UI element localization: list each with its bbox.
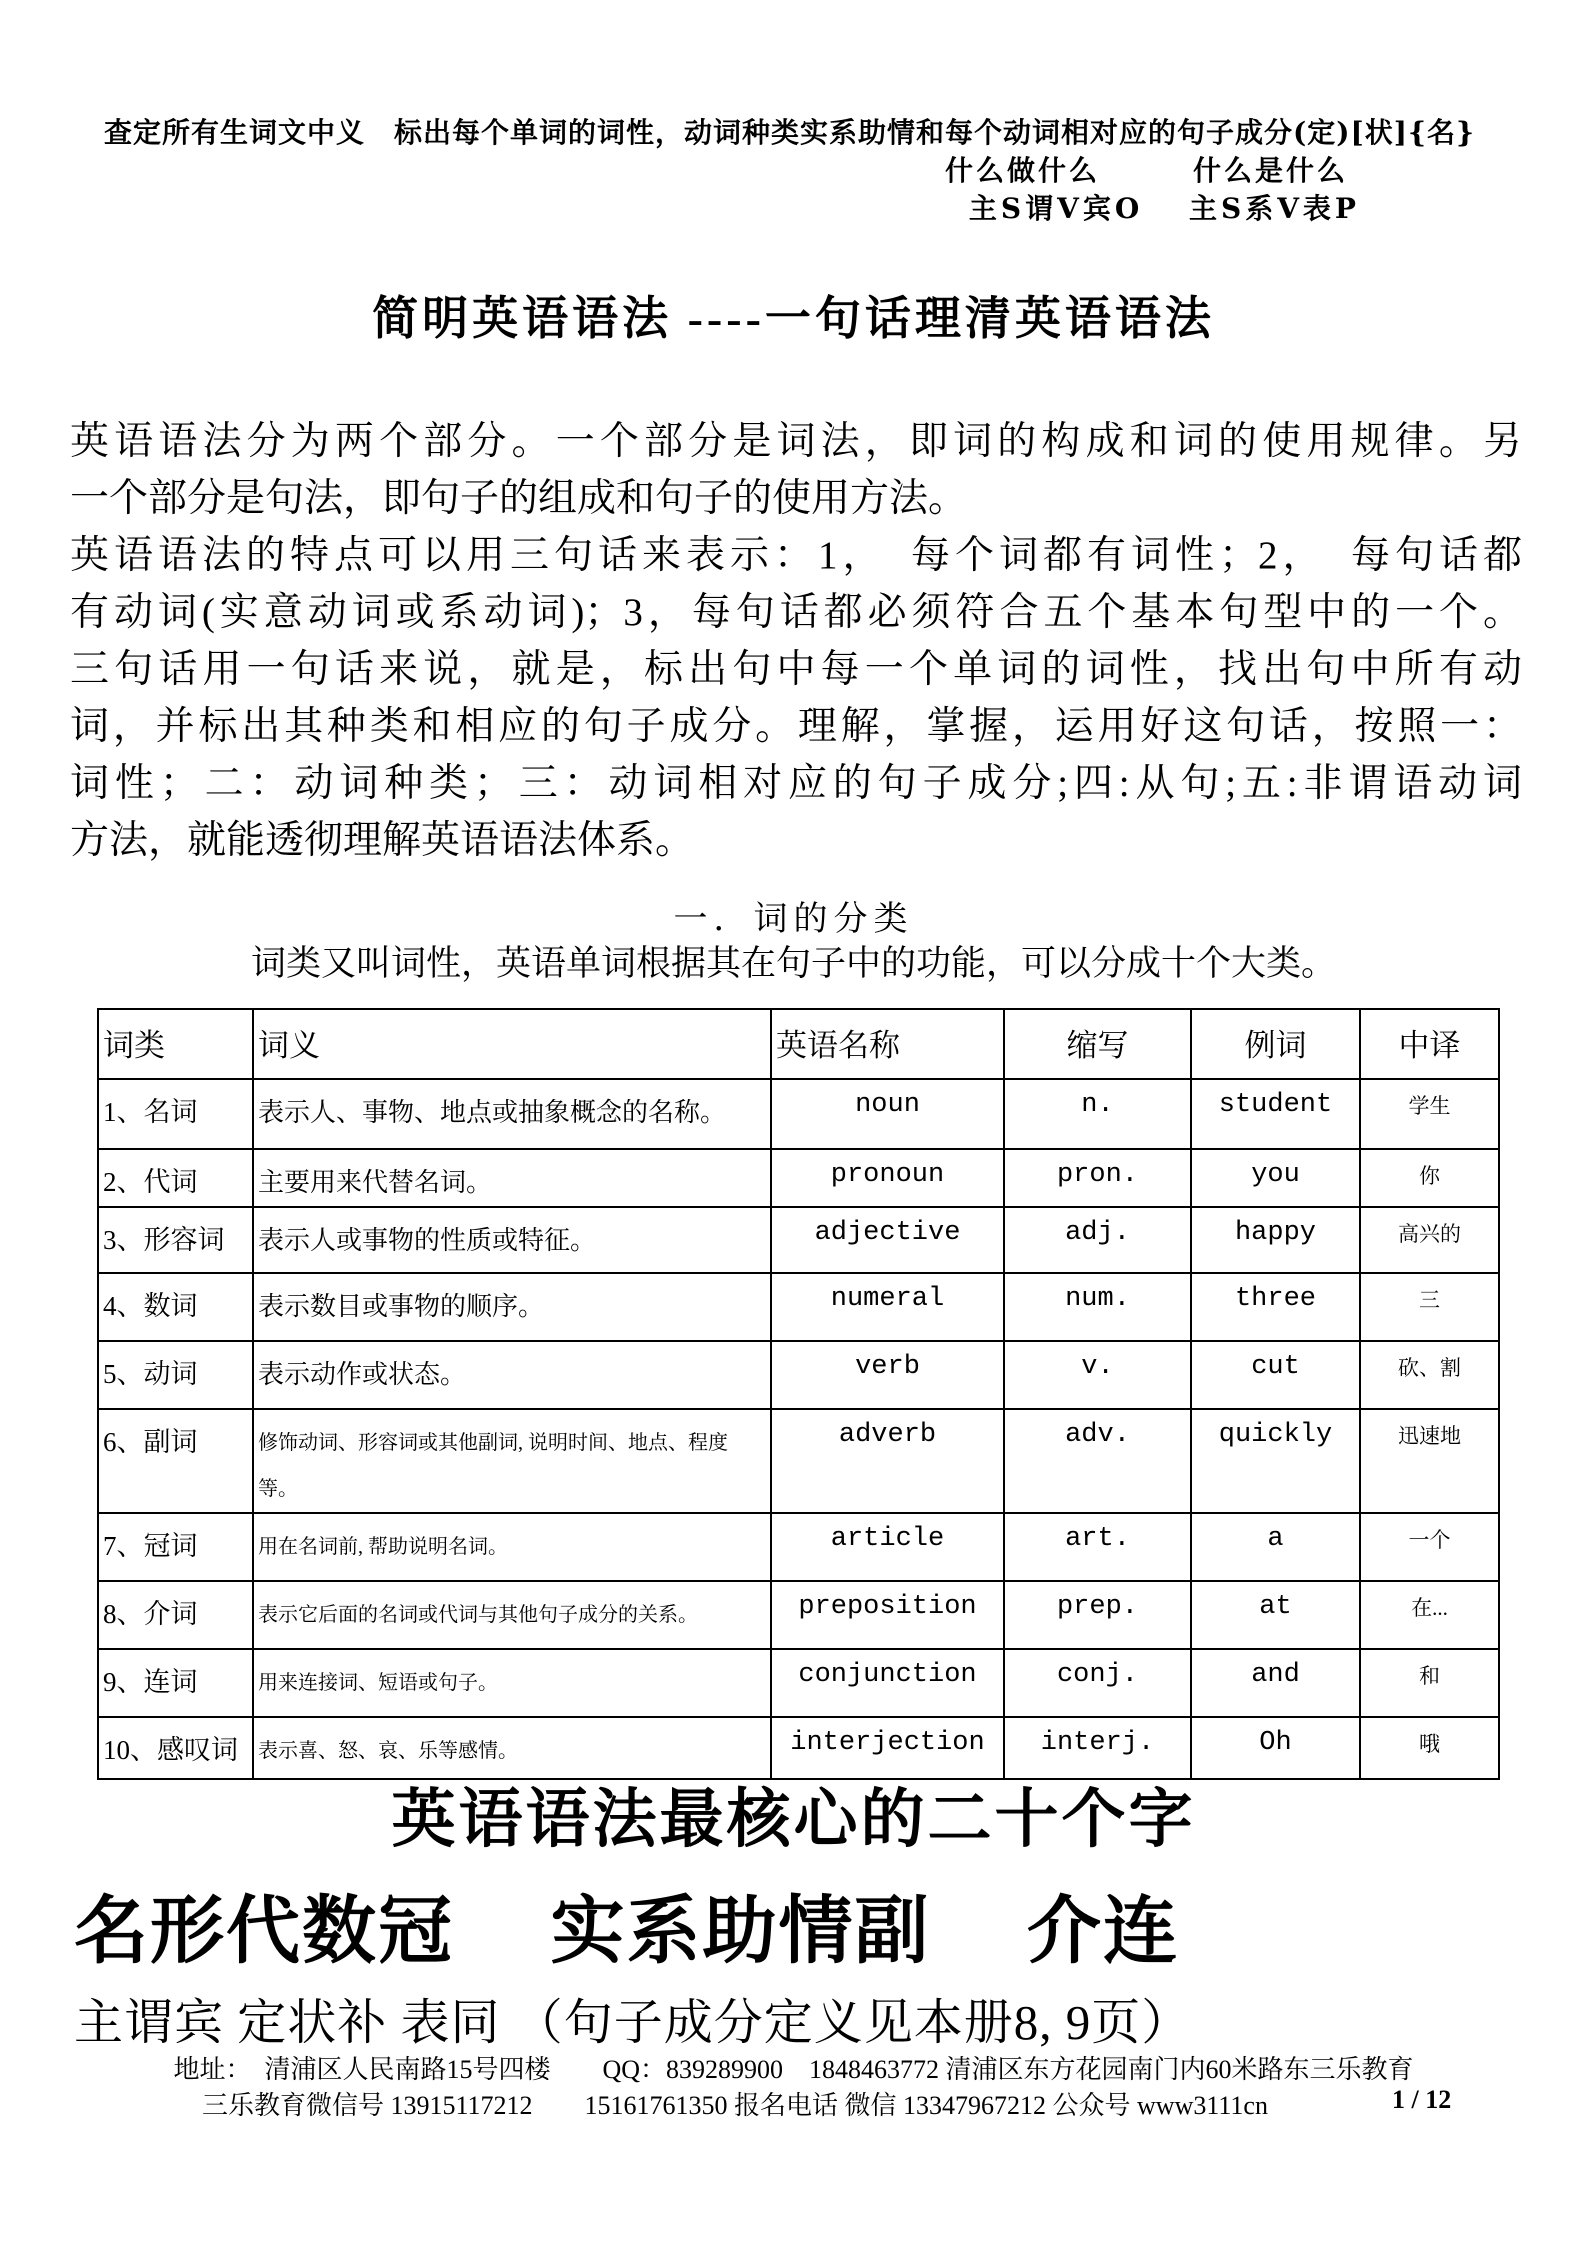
section-heading: 一．词的分类 [673,901,914,938]
body-line: 英语语法分为两个部分。一个部分是词法，即词的构成和词的使用规律。另 [70,420,1522,463]
cell-meaning: 表示它后面的名词或代词与其他句子成分的关系。 [253,1581,771,1649]
body-line: 英语语法的特点可以用三句话来表示：1， 每个词都有词性；2， 每句话都 [70,534,1522,577]
cell-word-class: 10、感叹词 [98,1717,253,1779]
cell-meaning: 用来连接词、短语或句子。 [253,1649,771,1717]
footer-contact-line: 三乐教育微信号 13915117212 15161761350 报名电话 微信 13347967212 公众号 www3111cn [202,2091,1268,2120]
cell-english: adverb [771,1409,1004,1513]
cell-word-class: 3、形容词 [98,1207,253,1273]
body-line: 方法，就能透彻理解英语语法体系。 [70,819,695,862]
cell-english: noun [771,1079,1004,1149]
table-row [98,1273,1499,1341]
cell-meaning: 表示动作或状态。 [253,1341,771,1409]
section-subtitle: 词类又叫词性，英语单词根据其在句子中的功能，可以分成十个大类。 [250,944,1336,983]
header-translation: 中译 [1360,1009,1499,1079]
table-row [98,1649,1499,1717]
page-number: 1 / 12 [1392,2085,1452,2114]
cell-meaning: 修饰动词、形容词或其他副词, 说明时间、地点、程度等。 [253,1409,771,1513]
table-row [98,1513,1499,1581]
cell-translation: 高兴的 [1360,1207,1499,1273]
cell-abbr: pron. [1004,1149,1191,1207]
cell-english: pronoun [771,1149,1004,1207]
cell-translation: 一个 [1360,1513,1499,1581]
cell-meaning: 表示喜、怒、哀、乐等感情。 [253,1717,771,1779]
cell-word-class: 2、代词 [98,1149,253,1207]
annotation-line-1: 查定所有生词文中义 标出每个单词的词性，动词种类实系助情和每个动词相对应的句子成分(定)[状]{名} [104,116,1476,149]
annotation-line-2: 什么做什么 什么是什么 [944,154,1348,187]
cell-english: preposition [771,1581,1004,1649]
header-example: 例词 [1191,1009,1360,1079]
footer-address-line: 地址： 清浦区人民南路15号四楼 QQ：839289900 1848463772 清浦区东方花园南门内60米路东三乐教育 [173,2055,1414,2084]
table-header-row [98,1009,1499,1079]
cell-word-class: 6、副词 [98,1409,253,1513]
table-row [98,1581,1499,1649]
body-line: 词，并标出其种类和相应的句子成分。理解，掌握，运用好这句话，按照一： [70,705,1522,748]
cell-word-class: 8、介词 [98,1581,253,1649]
cell-word-class: 9、连词 [98,1649,253,1717]
cell-translation: 学生 [1360,1079,1499,1149]
cell-abbr: art. [1004,1513,1191,1581]
cell-translation: 哦 [1360,1717,1499,1779]
cell-meaning: 主要用来代替名词。 [253,1149,771,1207]
cell-example: cut [1191,1341,1360,1409]
cell-meaning: 表示数目或事物的顺序。 [253,1273,771,1341]
cell-word-class: 1、名词 [98,1079,253,1149]
cell-abbr: v. [1004,1341,1191,1409]
core-word-classes-line: 名形代数冠 实系助情副 介连 [74,1891,1179,1973]
cell-word-class: 4、数词 [98,1273,253,1341]
page-title: 简明英语语法 ----一句话理清英语语法 [372,293,1215,344]
cell-word-class: 5、动词 [98,1341,253,1409]
cell-abbr: n. [1004,1079,1191,1149]
cell-meaning: 表示人或事物的性质或特征。 [253,1207,771,1273]
cell-abbr: prep. [1004,1581,1191,1649]
cell-abbr: adj. [1004,1207,1191,1273]
cell-example: you [1191,1149,1360,1207]
cell-example: student [1191,1079,1360,1149]
cell-abbr: conj. [1004,1649,1191,1717]
cell-translation: 在... [1360,1581,1499,1649]
header-abbreviation: 缩写 [1004,1009,1191,1079]
cell-english: interjection [771,1717,1004,1779]
cell-translation: 你 [1360,1149,1499,1207]
body-line: 词性；二：动词种类；三：动词相对应的句子成分;四:从句;五:非谓语动词 [70,762,1522,805]
cell-example: happy [1191,1207,1360,1273]
cell-translation: 三 [1360,1273,1499,1341]
cell-example: quickly [1191,1409,1360,1513]
cell-abbr: interj. [1004,1717,1191,1779]
cell-example: three [1191,1273,1360,1341]
body-line: 三句话用一句话来说，就是，标出句中每一个单词的词性，找出句中所有动 [70,648,1522,691]
intro-paragraphs [70,413,1522,869]
cell-example: Oh [1191,1717,1360,1779]
cell-english: verb [771,1341,1004,1409]
core-twenty-words-title: 英语语法最核心的二十个字 [391,1784,1196,1855]
header-meaning: 词义 [253,1009,771,1079]
cell-translation: 迅速地 [1360,1409,1499,1513]
body-line: 有动词(实意动词或系动词)；3，每句话都必须符合五个基本句型中的一个。 [70,591,1522,634]
cell-example: a [1191,1513,1360,1581]
cell-english: adjective [771,1207,1004,1273]
table-row [98,1207,1499,1273]
table-row [98,1079,1499,1149]
cell-translation: 和 [1360,1649,1499,1717]
cell-example: and [1191,1649,1360,1717]
word-class-table [97,1008,1500,1780]
cell-abbr: adv. [1004,1409,1191,1513]
cell-abbr: num. [1004,1273,1191,1341]
top-annotation [104,114,1476,228]
cell-example: at [1191,1581,1360,1649]
cell-word-class: 7、冠词 [98,1513,253,1581]
header-word-class: 词类 [98,1009,253,1079]
table-row [98,1341,1499,1409]
cell-english: numeral [771,1273,1004,1341]
cell-translation: 砍、割 [1360,1341,1499,1409]
cell-english: article [771,1513,1004,1581]
header-english-name: 英语名称 [771,1009,1004,1079]
cell-meaning: 用在名词前, 帮助说明名词。 [253,1513,771,1581]
sentence-components-line: 主谓宾 定状补 表同 （句子成分定义见本册8, 9页） [74,1995,1192,2050]
annotation-line-3: 主S谓V宾O 主S系V表P [968,192,1360,225]
table-row [98,1409,1499,1513]
cell-english: conjunction [771,1649,1004,1717]
body-line: 一个部分是句法，即句子的组成和句子的使用方法。 [70,477,968,520]
cell-meaning: 表示人、事物、地点或抽象概念的名称。 [253,1079,771,1149]
table-row [98,1149,1499,1207]
